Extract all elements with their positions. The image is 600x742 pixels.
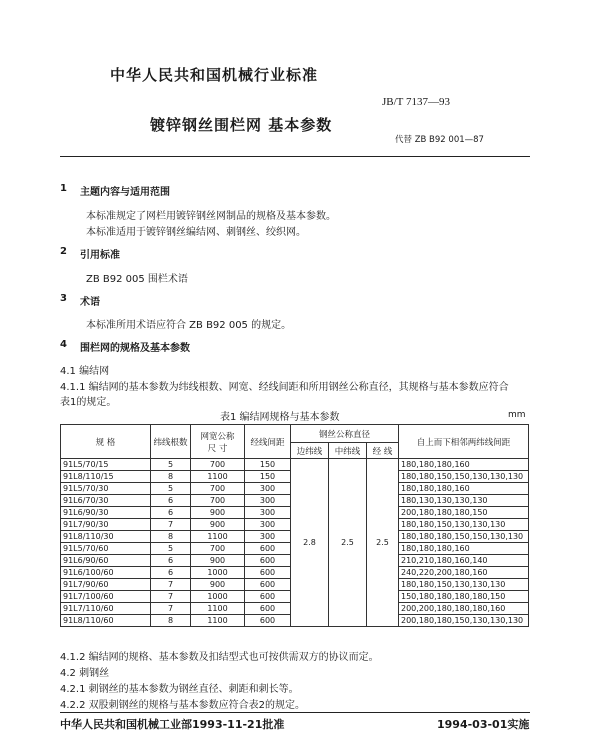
approval-line: 中华人民共和国机械工业部1993-11-21批准 bbox=[60, 718, 285, 731]
cell-warp-spacing: 600 bbox=[245, 603, 291, 615]
table-caption: 表1 编结网规格与基本参数 bbox=[220, 412, 340, 423]
cell-warp-spacing: 600 bbox=[245, 555, 291, 567]
header-width bbox=[191, 425, 245, 459]
header-spacing-desc: 自上而下相邻两纬线间距 bbox=[399, 425, 529, 459]
section-2-title: 引用标准 bbox=[80, 250, 120, 261]
cell-weft-count: 8 bbox=[151, 615, 191, 627]
cell-warp-spacing: 300 bbox=[245, 519, 291, 531]
cell-spacings: 210,210,180,160,140 bbox=[399, 555, 529, 567]
cell-width: 700 bbox=[191, 483, 245, 495]
header-width-line-1: 网宽公称 bbox=[200, 431, 235, 442]
replaces-note: 代替 ZB B92 001—87 bbox=[395, 135, 484, 145]
cell-spec: 91L8/110/60 bbox=[61, 615, 151, 627]
section-2-para-1: ZB B92 005 围栏术语 bbox=[86, 274, 188, 285]
header-edge-weft: 边纬线 bbox=[291, 443, 329, 459]
header-width-line-2: 尺 寸 bbox=[207, 443, 228, 454]
effective-date: 1994-03-01实施 bbox=[437, 718, 530, 731]
cell-spec: 91L7/100/60 bbox=[61, 591, 151, 603]
cell-spacings: 180,180,180,160 bbox=[399, 543, 529, 555]
cell-spacings: 180,180,150,130,130,130 bbox=[399, 519, 529, 531]
cell-width: 700 bbox=[191, 543, 245, 555]
cell-spacings: 180,180,150,150,130,130,130 bbox=[399, 471, 529, 483]
cell-diameter-warp: 2.5 bbox=[367, 459, 399, 627]
spec-table bbox=[60, 424, 529, 627]
standard-number: JB/T 7137—93 bbox=[382, 96, 450, 108]
cell-diameter-edge: 2.8 bbox=[291, 459, 329, 627]
header-warp-spacing: 经线间距 bbox=[245, 425, 291, 459]
header-middle-weft: 中纬线 bbox=[329, 443, 367, 459]
section-3-number: 3 bbox=[60, 293, 67, 304]
table-unit: mm bbox=[508, 410, 526, 420]
header-warp: 经 线 bbox=[367, 443, 399, 459]
cell-spec: 91L5/70/15 bbox=[61, 459, 151, 471]
header-diameter-group: 钢丝公称直径 bbox=[291, 425, 399, 443]
cell-warp-spacing: 300 bbox=[245, 483, 291, 495]
cell-spec: 91L6/70/30 bbox=[61, 495, 151, 507]
cell-width: 1000 bbox=[191, 591, 245, 603]
cell-width: 700 bbox=[191, 459, 245, 471]
section-4-1-1-line-1: 4.1.1 编结网的基本参数为纬线根数、网宽、经线间距和所用钢丝公称直径，其规格与基本参数应符合 bbox=[60, 382, 509, 393]
cell-weft-count: 7 bbox=[151, 579, 191, 591]
cell-width: 900 bbox=[191, 519, 245, 531]
document-title: 镀锌钢丝围栏网 基本参数 bbox=[150, 116, 333, 134]
cell-weft-count: 5 bbox=[151, 459, 191, 471]
cell-spec: 91L7/110/60 bbox=[61, 603, 151, 615]
header-divider bbox=[60, 156, 530, 157]
cell-width: 900 bbox=[191, 555, 245, 567]
cell-weft-count: 6 bbox=[151, 507, 191, 519]
cell-spacings: 180,180,180,150,150,130,130 bbox=[399, 531, 529, 543]
section-1-para-2: 本标准适用于镀锌钢丝编结网、刺钢丝、绞织网。 bbox=[86, 227, 306, 238]
cell-spec: 91L8/110/15 bbox=[61, 471, 151, 483]
section-1-number: 1 bbox=[60, 183, 67, 194]
cell-spacings: 200,180,180,180,150 bbox=[399, 507, 529, 519]
cell-weft-count: 7 bbox=[151, 591, 191, 603]
cell-spec: 91L5/70/60 bbox=[61, 543, 151, 555]
cell-spec: 91L8/110/30 bbox=[61, 531, 151, 543]
cell-warp-spacing: 300 bbox=[245, 507, 291, 519]
cell-diameter-middle: 2.5 bbox=[329, 459, 367, 627]
cell-weft-count: 8 bbox=[151, 471, 191, 483]
cell-width: 900 bbox=[191, 579, 245, 591]
section-4-title: 围栏网的规格及基本参数 bbox=[80, 343, 190, 354]
cell-warp-spacing: 600 bbox=[245, 579, 291, 591]
cell-width: 1100 bbox=[191, 531, 245, 543]
cell-spacings: 240,220,200,180,160 bbox=[399, 567, 529, 579]
section-4-number: 4 bbox=[60, 339, 67, 350]
cell-weft-count: 8 bbox=[151, 531, 191, 543]
section-4-1-1-line-2: 表1的规定。 bbox=[60, 397, 117, 408]
cell-width: 1100 bbox=[191, 471, 245, 483]
cell-spec: 91L5/70/30 bbox=[61, 483, 151, 495]
cell-spacings: 180,130,130,130,130 bbox=[399, 495, 529, 507]
cell-warp-spacing: 150 bbox=[245, 471, 291, 483]
header-spec: 规 格 bbox=[61, 425, 151, 459]
cell-spec: 91L7/90/60 bbox=[61, 579, 151, 591]
cell-width: 1100 bbox=[191, 603, 245, 615]
issuing-organization: 中华人民共和国机械行业标准 bbox=[110, 66, 319, 84]
cell-weft-count: 5 bbox=[151, 483, 191, 495]
cell-spec: 91L6/90/30 bbox=[61, 507, 151, 519]
cell-warp-spacing: 600 bbox=[245, 543, 291, 555]
cell-spacings: 200,180,180,150,130,130,130 bbox=[399, 615, 529, 627]
cell-width: 1100 bbox=[191, 615, 245, 627]
cell-spec: 91L7/90/30 bbox=[61, 519, 151, 531]
section-4-1-2: 4.1.2 编结网的规格、基本参数及扣结型式也可按供需双方的协议而定。 bbox=[60, 652, 379, 663]
cell-spacings: 200,200,180,180,180,160 bbox=[399, 603, 529, 615]
cell-warp-spacing: 300 bbox=[245, 495, 291, 507]
cell-width: 1000 bbox=[191, 567, 245, 579]
cell-weft-count: 7 bbox=[151, 519, 191, 531]
section-4-2-1: 4.2.1 刺钢丝的基本参数为钢丝直径、刺距和刺长等。 bbox=[60, 684, 299, 695]
cell-warp-spacing: 600 bbox=[245, 567, 291, 579]
cell-weft-count: 6 bbox=[151, 495, 191, 507]
cell-weft-count: 5 bbox=[151, 543, 191, 555]
cell-weft-count: 6 bbox=[151, 555, 191, 567]
cell-width: 700 bbox=[191, 495, 245, 507]
section-2-number: 2 bbox=[60, 246, 67, 257]
cell-spec: 91L6/100/60 bbox=[61, 567, 151, 579]
cell-warp-spacing: 600 bbox=[245, 615, 291, 627]
footer-divider bbox=[60, 712, 530, 713]
section-4-2-2: 4.2.2 双股刺钢丝的规格与基本参数应符合表2的规定。 bbox=[60, 700, 305, 711]
cell-spec: 91L6/90/60 bbox=[61, 555, 151, 567]
cell-warp-spacing: 300 bbox=[245, 531, 291, 543]
section-1-para-1: 本标准规定了网栏用镀锌钢丝网制品的规格及基本参数。 bbox=[86, 211, 336, 222]
cell-width: 900 bbox=[191, 507, 245, 519]
cell-warp-spacing: 150 bbox=[245, 459, 291, 471]
cell-spacings: 180,180,180,160 bbox=[399, 483, 529, 495]
header-weft-count: 纬线根数 bbox=[151, 425, 191, 459]
cell-spacings: 150,180,180,180,180,150 bbox=[399, 591, 529, 603]
section-3-para-1: 本标准所用术语应符合 ZB B92 005 的规定。 bbox=[86, 320, 292, 331]
section-1-title: 主题内容与适用范围 bbox=[80, 187, 170, 198]
cell-warp-spacing: 600 bbox=[245, 591, 291, 603]
cell-weft-count: 7 bbox=[151, 603, 191, 615]
section-4-2-heading: 4.2 刺钢丝 bbox=[60, 668, 110, 679]
table-body bbox=[61, 459, 529, 627]
cell-weft-count: 6 bbox=[151, 567, 191, 579]
section-3-title: 术语 bbox=[80, 297, 100, 308]
cell-spacings: 180,180,150,130,130,130 bbox=[399, 579, 529, 591]
section-4-1-heading: 4.1 编结网 bbox=[60, 366, 110, 377]
table-row bbox=[61, 459, 529, 471]
cell-spacings: 180,180,180,160 bbox=[399, 459, 529, 471]
